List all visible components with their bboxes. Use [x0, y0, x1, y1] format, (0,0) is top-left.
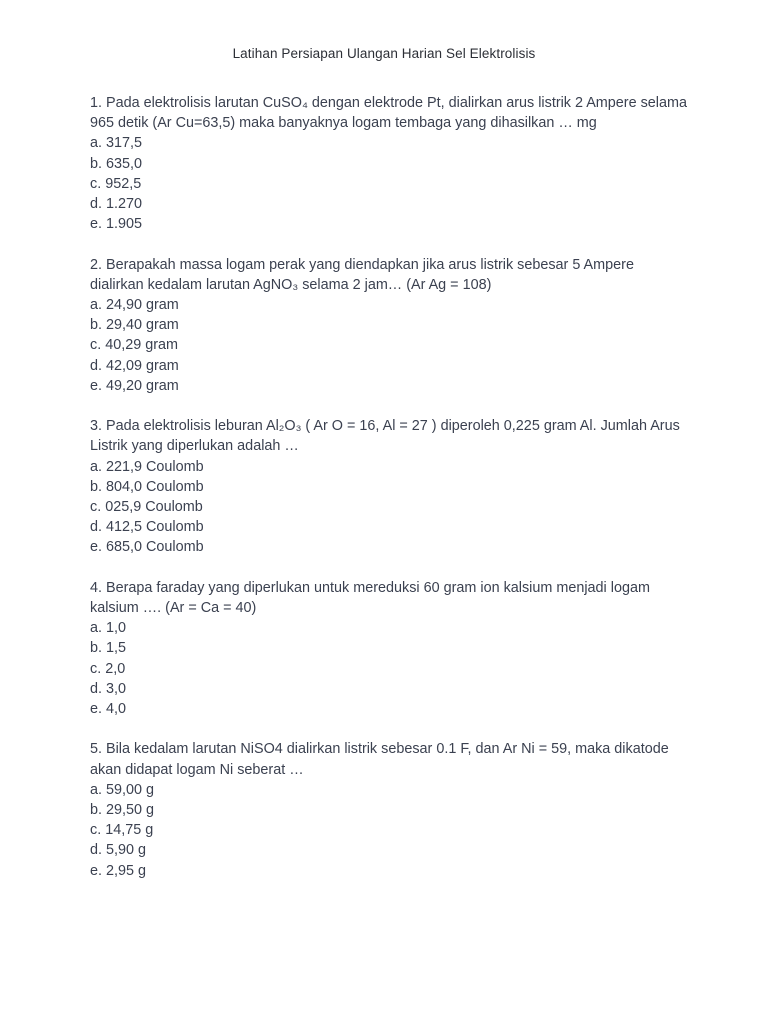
option-b: b. 635,0	[90, 155, 143, 172]
option-d: d. 3,0	[90, 680, 127, 697]
option-e: e. 1.905	[90, 216, 143, 233]
option-b: b. 1,5	[90, 640, 127, 657]
question-text: 5. Bila kedalam larutan NiSO4 dialirkan listrik sebesar 0.1 F, dan Ar Ni = 59, maka dikatode akan didapat logam Ni seberat …	[90, 741, 669, 778]
question-list	[90, 93, 690, 901]
option-a: a. 221,9 Coulomb	[90, 458, 204, 475]
option-a: a. 24,90 gram	[90, 297, 179, 314]
option-a: a. 59,00 g	[90, 781, 155, 798]
question-5	[90, 739, 690, 880]
option-list	[90, 133, 690, 234]
option-c: c. 14,75 g	[90, 822, 154, 839]
option-list	[90, 618, 690, 719]
question-text: 1. Pada elektrolisis larutan CuSO₄ dengan elektrode Pt, dialirkan arus listrik 2 Ampere selama 965 detik (Ar Cu=63,5) maka banyaknya logam tembaga yang dihasilkan … mg	[90, 95, 687, 132]
option-b: b. 29,40 gram	[90, 317, 179, 334]
option-c: c. 952,5	[90, 175, 142, 192]
question-text: 4. Berapa faraday yang diperlukan untuk mereduksi 60 gram ion kalsium menjadi logam kalsium …. (Ar = Ca = 40)	[90, 579, 650, 617]
option-d: d. 42,09 gram	[90, 357, 179, 374]
option-c: c. 025,9 Coulomb	[90, 499, 203, 516]
option-e: e. 2,95 g	[90, 862, 147, 879]
option-b: b. 29,50 g	[90, 802, 155, 819]
option-a: a. 317,5	[90, 135, 143, 152]
option-c: c. 40,29 gram	[90, 337, 178, 354]
document-title: Latihan Persiapan Ulangan Harian Sel Elektrolisis	[232, 46, 536, 61]
option-list	[90, 780, 690, 881]
option-list	[90, 295, 690, 396]
option-a: a. 1,0	[90, 620, 127, 637]
question-1	[90, 93, 690, 234]
question-text: 3. Pada elektrolisis leburan Al₂O₃ ( Ar O = 16, Al = 27 ) diperoleh 0,225 gram Al. Jumlah Arus Listrik yang diperlukan adalah …	[90, 418, 680, 455]
question-2	[90, 255, 690, 396]
question-3	[90, 416, 690, 557]
option-d: d. 1.270	[90, 196, 143, 213]
option-b: b. 804,0 Coulomb	[90, 478, 204, 495]
option-d: d. 412,5 Coulomb	[90, 519, 204, 536]
option-list	[90, 457, 690, 558]
option-d: d. 5,90 g	[90, 842, 147, 859]
question-4	[90, 578, 690, 719]
option-e: e. 685,0 Coulomb	[90, 539, 204, 556]
option-e: e. 49,20 gram	[90, 377, 179, 394]
option-c: c. 2,0	[90, 660, 126, 677]
option-e: e. 4,0	[90, 701, 127, 718]
question-text: 2. Berapakah massa logam perak yang diendapkan jika arus listrik sebesar 5 Ampere dialirkan kedalam larutan AgNO₃ selama 2 jam… (Ar Ag = 108)	[90, 256, 634, 293]
